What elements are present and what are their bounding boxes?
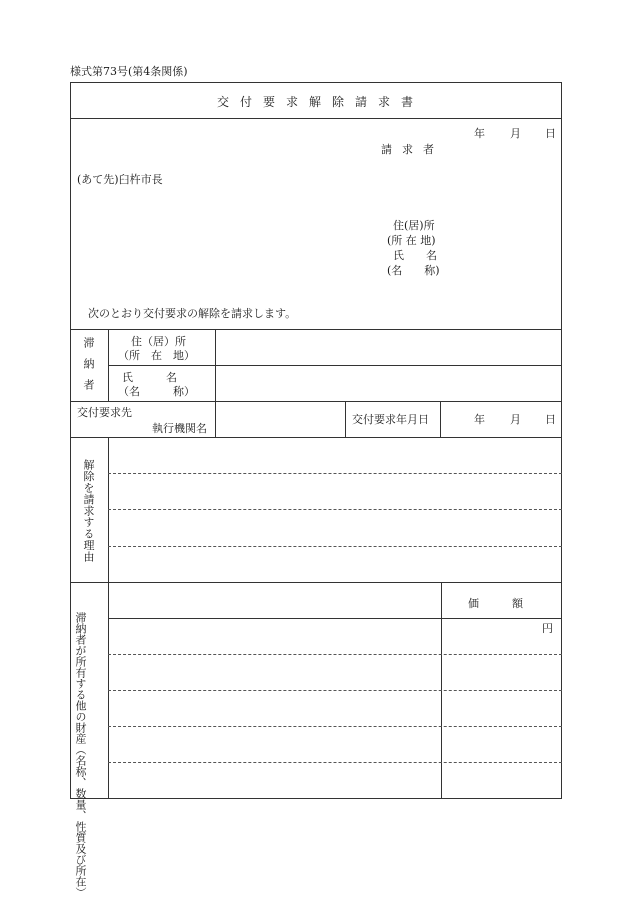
agency-label-line1: 交付要求先: [77, 406, 132, 419]
property-label-line1: 滞納者が所有する他の財産: [74, 612, 87, 744]
property-line-2: [108, 654, 562, 655]
delinquent-label: 滞納者: [82, 337, 95, 400]
property-label: [74, 612, 87, 898]
requester-address-label: 住(居)所: [393, 219, 435, 232]
delinquent-address-alt: （所 在 地）: [118, 349, 195, 362]
property-line-4: [108, 726, 562, 727]
header-year-label: 年: [474, 127, 485, 140]
request-date-label: 交付要求年月日: [352, 413, 429, 426]
agency-divider-2: [345, 401, 346, 437]
request-year-label: 年: [474, 413, 485, 426]
requester-name-alt: (名 称): [387, 264, 440, 277]
delinquent-bottom-divider: [70, 401, 562, 402]
requester-address-alt: (所 在 地): [387, 234, 436, 247]
agency-bottom-divider: [70, 437, 562, 438]
property-line-3: [108, 690, 562, 691]
requester-name-label: 氏 名: [393, 249, 437, 262]
form-frame: [70, 82, 562, 799]
property-line-5: [108, 762, 562, 763]
requester-label: 請求者: [381, 143, 444, 156]
reason-bottom-divider: [70, 582, 562, 583]
addressee: (あて先)臼杵市長: [77, 173, 163, 186]
delinquent-address-label: 住（居）所: [131, 335, 186, 348]
agency-label-line2: 執行機関名: [152, 422, 207, 435]
reason-line-3: [108, 546, 562, 547]
property-row-divider-1: [108, 618, 562, 619]
request-day-label: 日: [545, 413, 556, 426]
request-statement: 次のとおり交付要求の解除を請求します。: [88, 307, 297, 320]
statement-divider: [70, 329, 562, 330]
agency-divider-1: [215, 401, 216, 437]
header-month-label: 月: [510, 127, 521, 140]
delinquent-name-alt: （名 称）: [118, 385, 195, 398]
reason-line-2: [108, 509, 562, 510]
header-day-label: 日: [545, 127, 556, 140]
price-label: 価 額: [468, 597, 523, 610]
agency-divider-3: [440, 401, 441, 437]
title-divider: [70, 118, 562, 119]
property-label-line2: （名称、数量、性質及び所在）: [74, 744, 87, 898]
delinquent-name-label: 氏 名: [122, 371, 177, 384]
request-month-label: 月: [510, 413, 521, 426]
delinquent-row-divider: [108, 365, 562, 366]
yen-label: 円: [542, 622, 553, 635]
form-title: 交付要求解除請求書: [216, 95, 424, 109]
reason-label: 解除を請求する理由: [82, 459, 95, 563]
reason-line-1: [108, 473, 562, 474]
form-number: 様式第73号(第4条関係): [70, 65, 188, 78]
